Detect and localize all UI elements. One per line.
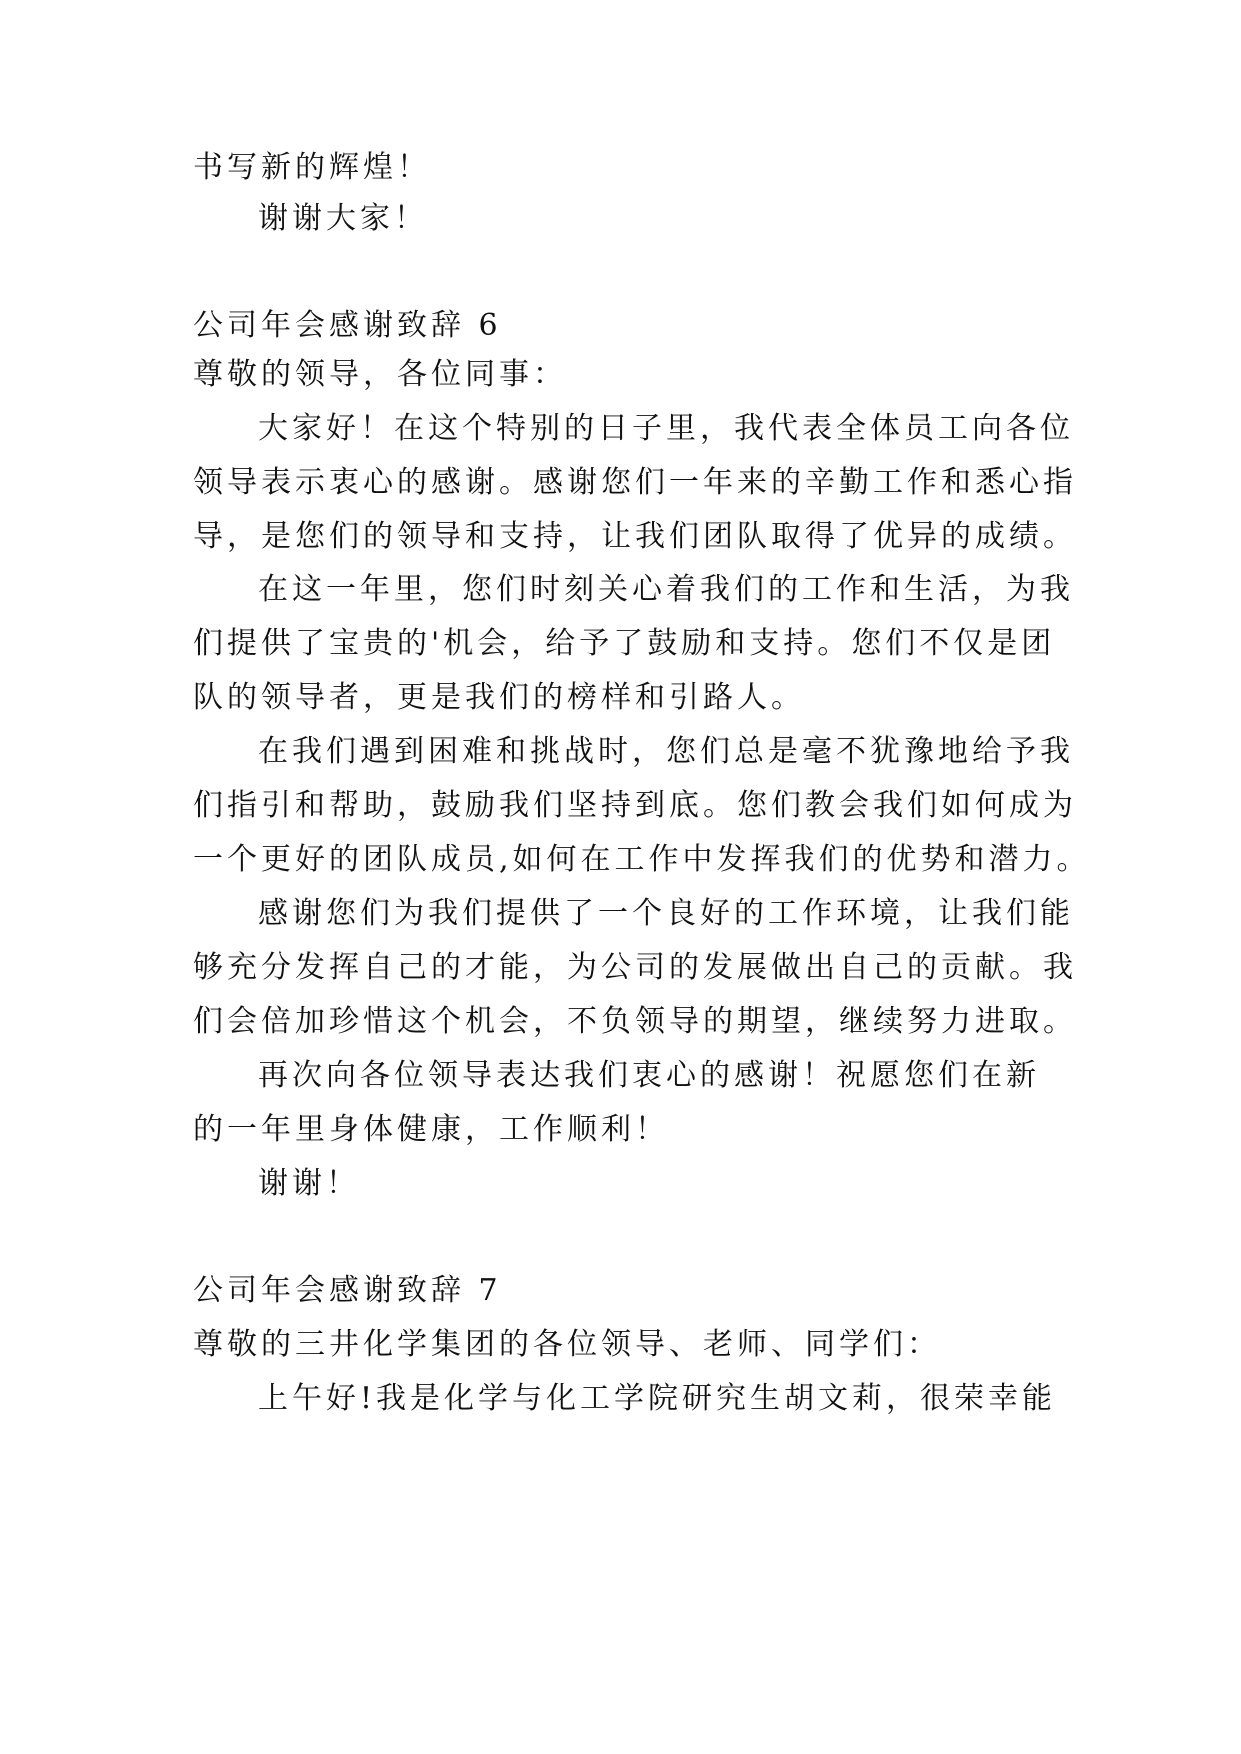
paragraph-line: 导，是您们的领导和支持，让我们团队取得了优异的成绩。 — [193, 519, 1077, 554]
closing-line: 谢谢大家！ — [258, 201, 428, 236]
paragraph-line: 领导表示衷心的感谢。感谢您们一年来的辛勤工作和悉心指 — [193, 465, 1077, 500]
paragraph-line: 们会倍加珍惜这个机会，不负领导的期望，继续努力进取。 — [193, 1004, 1077, 1039]
paragraph-line: 书写新的辉煌！ — [193, 150, 431, 185]
paragraph-line: 们指引和帮助，鼓励我们坚持到底。您们教会我们如何成为 — [193, 788, 1077, 823]
paragraph-line: 再次向各位领导表达我们衷心的感谢！祝愿您们在新 — [258, 1058, 1040, 1093]
paragraph-line: 够充分发挥自己的才能，为公司的发展做出自己的贡献。我 — [193, 950, 1077, 985]
paragraph-line: 感谢您们为我们提供了一个良好的工作环境，让我们能 — [258, 896, 1074, 931]
salutation-line: 尊敬的领导，各位同事： — [193, 357, 567, 392]
section-heading: 公司年会感谢致辞 6 — [193, 308, 502, 343]
paragraph-line: 在这一年里，您们时刻关心着我们的工作和生活，为我 — [258, 572, 1074, 607]
paragraph-line: 一个更好的团队成员,如何在工作中发挥我们的优势和潜力。 — [193, 842, 1091, 877]
paragraph-line: 们提供了宝贵的'机会，给予了鼓励和支持。您们不仅是团 — [193, 626, 1056, 661]
section-heading: 公司年会感谢致辞 7 — [193, 1273, 502, 1308]
paragraph-line: 在我们遇到困难和挑战时，您们总是毫不犹豫地给予我 — [258, 734, 1074, 769]
paragraph-line: 大家好！在这个特别的日子里，我代表全体员工向各位 — [258, 411, 1074, 446]
closing-line: 谢谢！ — [258, 1166, 360, 1201]
paragraph-line: 的一年里身体健康，工作顺利！ — [193, 1112, 669, 1147]
paragraph-line: 上午好!我是化学与化工学院研究生胡文莉，很荣幸能 — [258, 1381, 1057, 1416]
paragraph-line: 队的领导者，更是我们的榜样和引路人。 — [193, 680, 805, 715]
salutation-line: 尊敬的三井化学集团的各位领导、老师、同学们： — [193, 1327, 941, 1362]
